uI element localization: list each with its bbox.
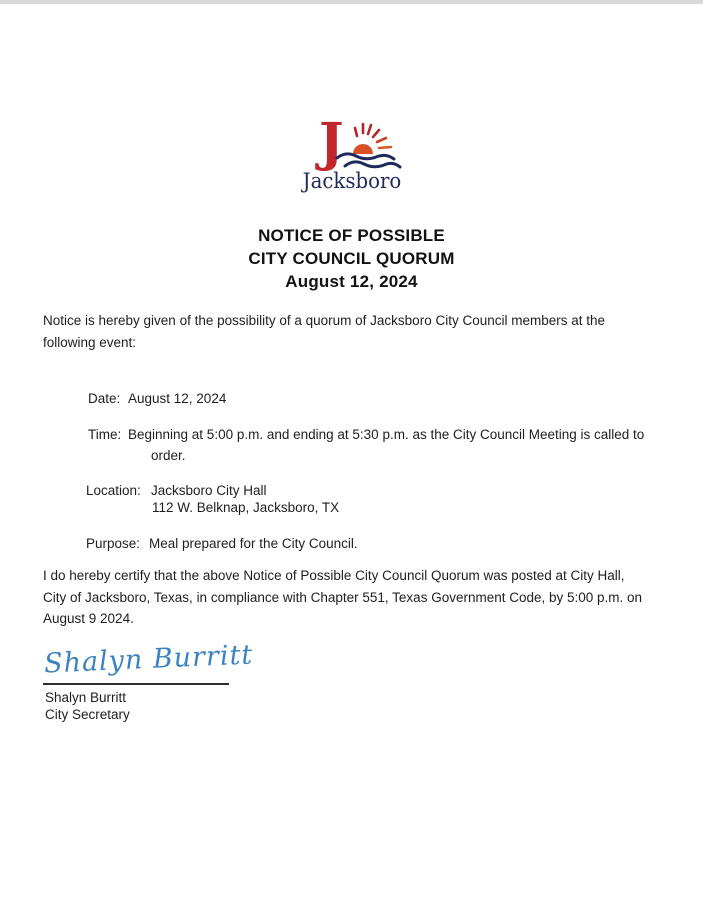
title-line-1: NOTICE OF POSSIBLE [258, 226, 445, 245]
city-logo [282, 114, 422, 192]
intro-line-2: following event: [43, 335, 137, 350]
date-label: Date: [88, 391, 121, 406]
purpose-label: Purpose: [86, 536, 141, 551]
jacksboro-logo-icon [297, 114, 407, 172]
date-value: August 12, 2024 [128, 391, 227, 406]
logo-monogram: J [318, 114, 344, 172]
purpose-value: Meal prepared for the City Council. [149, 536, 358, 551]
waves-icon [337, 154, 400, 167]
intro-line-1: Notice is hereby given of the possibility of a quorum of Jacksboro City Council members at the [43, 313, 606, 328]
signer-printed-name: Shalyn Burritt [45, 690, 127, 705]
certification-paragraph [43, 565, 642, 630]
location-label: Location: [86, 483, 141, 498]
scan-top-edge [0, 0, 703, 4]
location-value-line-1: Jacksboro City Hall [151, 483, 267, 498]
signature-line [43, 683, 229, 685]
intro-paragraph [43, 310, 605, 354]
time-value-line-2: order. [151, 448, 186, 463]
sun-icon [353, 144, 373, 154]
certification-line-2: City of Jacksboro, Texas, in compliance with Chapter 551, Texas Government Code, by 5:00 p.m. on [43, 589, 643, 605]
time-value-line-1: Beginning at 5:00 p.m. and ending at 5:30 p.m. as the City Council Meeting is called to [128, 427, 645, 442]
certification-line-3: August 9 2024. [43, 611, 134, 626]
title-line-2: CITY COUNCIL QUORUM [248, 249, 455, 268]
title-line-3: August 12, 2024 [285, 272, 418, 291]
handwritten-signature: Shalyn Burritt [43, 639, 254, 680]
certification-line-1: I do hereby certify that the above Notice of Possible City Council Quorum was posted at City Hall, [43, 568, 625, 583]
logo-city-name: Jacksboro [302, 169, 401, 193]
time-label: Time: [88, 427, 122, 442]
notice-title [0, 224, 703, 293]
location-value-line-2: 112 W. Belknap, Jacksboro, TX [152, 500, 340, 515]
signer-title: City Secretary [45, 707, 130, 722]
